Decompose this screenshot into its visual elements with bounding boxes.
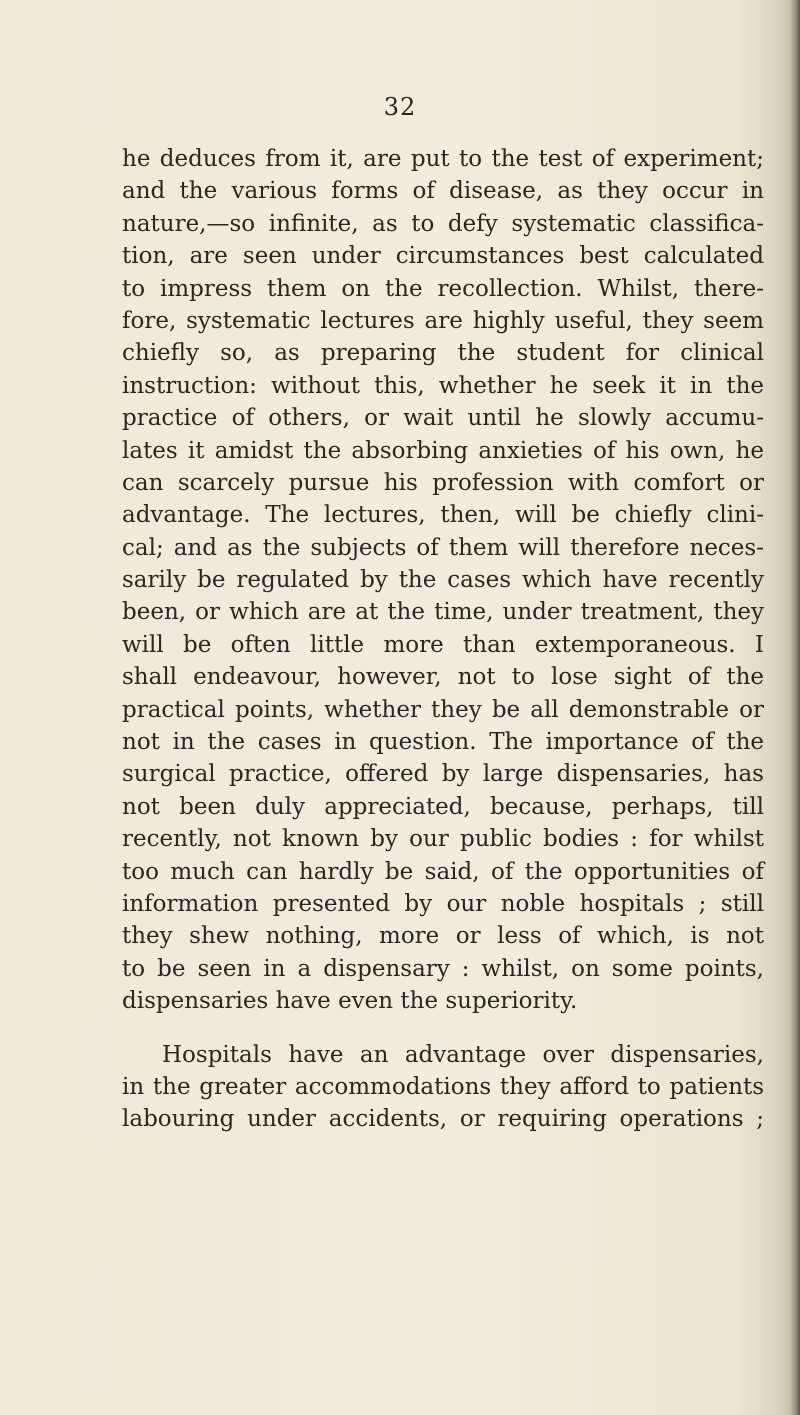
- text-line: too much can hardly be said, of the opportunities of: [122, 858, 764, 885]
- text-line: dispensaries have even the superiority.: [122, 988, 578, 1015]
- text-line: advantage. The lectures, then, will be chiefly clini-: [122, 502, 764, 529]
- text-line: surgical practice, offered by large dispensaries, has: [122, 761, 764, 788]
- text-line: Hospitals have an advantage over dispensaries,: [162, 1041, 764, 1068]
- paragraph-2: [122, 1039, 764, 1136]
- text-line: cal; and as the subjects of them will therefore neces-: [122, 534, 764, 561]
- text-line: tion, are seen under circumstances best calculated: [122, 243, 764, 270]
- text-line: will be often little more than extemporaneous. I: [122, 631, 764, 658]
- text-line: practical points, whether they be all demonstrable or: [122, 696, 764, 723]
- text-line: been, or which are at the time, under treatment, they: [122, 599, 764, 626]
- text-line: and the various forms of disease, as they occur in: [122, 178, 764, 205]
- text-line: practice of others, or wait until he slowly accumu-: [122, 405, 764, 432]
- text-line: chiefly so, as preparing the student for clinical: [122, 340, 764, 367]
- text-line: sarily be regulated by the cases which have recently: [122, 567, 764, 594]
- paragraph-gap: [122, 1018, 764, 1039]
- text-line: recently, not known by our public bodies : for whilst: [122, 826, 764, 853]
- text-line: not in the cases in question. The importance of the: [122, 729, 764, 756]
- text-line: instruction: without this, whether he seek it in the: [122, 372, 764, 399]
- text-line: they shew nothing, more or less of which, is not: [122, 923, 764, 950]
- body-text: [122, 143, 764, 1136]
- page-number: 32: [383, 93, 417, 121]
- text-line: fore, systematic lectures are highly useful, they seem: [122, 307, 764, 334]
- paragraph-1: [122, 143, 764, 1018]
- text-line: shall endeavour, however, not to lose sight of the: [122, 664, 764, 691]
- page-edge-shadow: [790, 0, 800, 1415]
- text-line: not been duly appreciated, because, perhaps, till: [122, 793, 764, 820]
- text-line: to be seen in a dispensary : whilst, on some points,: [122, 955, 764, 982]
- text-line: nature,—so infinite, as to defy systematic classifica-: [122, 210, 764, 237]
- text-line: in the greater accommodations they afford to patients: [122, 1073, 764, 1100]
- text-line: labouring under accidents, or requiring operations ;: [122, 1106, 764, 1133]
- text-line: he deduces from it, are put to the test of experiment;: [122, 146, 764, 172]
- text-line: can scarcely pursue his profession with comfort or: [122, 469, 764, 496]
- text-line: lates it amidst the absorbing anxieties of his own, he: [122, 437, 764, 464]
- text-line: to impress them on the recollection. Whilst, there-: [122, 275, 764, 302]
- text-line: information presented by our noble hospitals ; still: [122, 890, 764, 917]
